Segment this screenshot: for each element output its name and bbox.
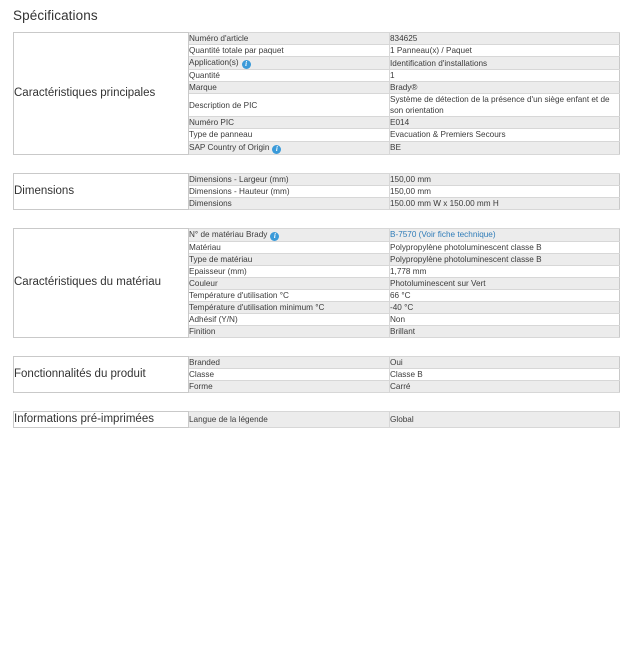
spec-label-text: Marque [189, 83, 217, 93]
spec-value-text: 150,00 mm [390, 186, 431, 196]
spec-label-text: Quantité [189, 71, 220, 81]
table-row [14, 33, 620, 45]
spec-label-cell [189, 277, 390, 289]
spec-value-cell [390, 228, 620, 241]
spec-label-cell [189, 241, 390, 253]
spec-label-cell [189, 70, 390, 82]
spec-value-cell [390, 129, 620, 141]
spec-label-text: Classe [189, 370, 215, 380]
spec-label-text: Couleur [189, 278, 218, 288]
info-icon[interactable]: i [272, 145, 281, 154]
spec-label-cell [189, 253, 390, 265]
spec-value-text: 834625 [390, 34, 418, 43]
spec-label-cell [189, 185, 390, 197]
spec-value-text: Brillant [390, 327, 416, 337]
spec-value-cell [390, 326, 620, 338]
spec-value-cell [390, 289, 620, 301]
page-title: Spécifications [13, 8, 98, 23]
specification-tables [0, 32, 629, 428]
spec-value-text: 1 Panneau(x) / Paquet [390, 46, 472, 56]
spec-label-cell [189, 82, 390, 94]
spec-section-table [13, 228, 620, 339]
spec-value-text: 1 [390, 71, 395, 81]
table-row [14, 412, 620, 428]
spec-label-text: Finition [189, 327, 216, 337]
spec-label-cell [189, 45, 390, 57]
spec-label-cell [189, 197, 390, 209]
spec-label-text: Dimensions [189, 198, 232, 208]
spec-value-cell [390, 357, 620, 369]
spec-value-text: 150.00 mm W x 150.00 mm H [390, 198, 499, 208]
spec-value-text: 1,778 mm [390, 266, 427, 276]
spec-label-cell [189, 33, 390, 45]
spec-label-text: Matériau [189, 242, 221, 252]
spec-label-text: Quantité totale par paquet [189, 46, 284, 56]
spec-value-cell [390, 33, 620, 45]
spec-value-cell [390, 45, 620, 57]
spec-section-table [13, 173, 620, 210]
spec-label-cell [189, 381, 390, 393]
spec-value-text: E014 [390, 118, 410, 128]
spec-value-cell [390, 82, 620, 94]
table-row [14, 228, 620, 241]
spec-value-cell [390, 265, 620, 277]
spec-label-cell [189, 94, 390, 117]
section-group-label: Caractéristiques principales [14, 33, 189, 155]
spec-label-cell [189, 57, 390, 70]
spec-value-cell [390, 185, 620, 197]
spec-label-cell [189, 302, 390, 314]
info-icon[interactable]: i [242, 60, 251, 69]
section-group-label: Caractéristiques du matériau [14, 228, 189, 338]
spec-label-text: Température d'utilisation minimum °C [189, 303, 325, 312]
spec-label-cell [189, 326, 390, 338]
spec-section-table [13, 32, 620, 155]
spec-value-cell [390, 369, 620, 381]
spec-value-cell [390, 70, 620, 82]
spec-label-cell [189, 141, 390, 154]
spec-label-text: Numéro PIC [189, 118, 235, 128]
spec-value-text: Evacuation & Premiers Secours [390, 130, 506, 140]
spec-label-cell [189, 117, 390, 129]
spec-value-text: Polypropylène photoluminescent classe B [390, 242, 542, 252]
spec-label-text: Numéro d'article [189, 34, 249, 43]
spec-value-text: Classe B [390, 370, 423, 380]
spec-label-cell [189, 357, 390, 369]
spec-value-text: 150,00 mm [390, 174, 431, 184]
spec-value-text: Identification d'installations [390, 58, 488, 68]
datasheet-link[interactable]: B-7570 (Voir fiche technique) [390, 230, 496, 240]
spec-value-cell [390, 117, 620, 129]
spec-value-text: Global [390, 415, 414, 425]
spec-label-text: Epaisseur (mm) [189, 266, 247, 276]
spec-label-cell [189, 412, 390, 428]
spec-value-text: Brady® [390, 83, 418, 93]
section-group-label: Fonctionnalités du produit [14, 357, 189, 393]
spec-label-cell [189, 369, 390, 381]
spec-label-text: Dimensions - Hauteur (mm) [189, 186, 290, 196]
spec-value-text: Non [390, 315, 406, 325]
spec-value-text: Polypropylène photoluminescent classe B [390, 254, 542, 264]
spec-section-table [13, 411, 620, 428]
spec-value-cell [390, 57, 620, 70]
section-group-label: Dimensions [14, 173, 189, 209]
spec-value-cell [390, 94, 620, 117]
spec-value-cell [390, 302, 620, 314]
spec-section-table [13, 356, 620, 393]
spec-label-text: Température d'utilisation °C [189, 290, 289, 300]
spec-label-cell [189, 173, 390, 185]
section-group-label: Informations pré-imprimées [14, 412, 189, 428]
spec-label-text: SAP Country of Origin [189, 142, 270, 152]
info-icon[interactable]: i [270, 232, 279, 241]
spec-value-cell [390, 241, 620, 253]
spec-value-cell [390, 412, 620, 428]
spec-label-cell [189, 228, 390, 241]
spec-label-cell [189, 314, 390, 326]
spec-label-text: Type de matériau [189, 254, 253, 264]
spec-value-cell [390, 277, 620, 289]
spec-label-text: Langue de la légende [189, 415, 268, 425]
spec-value-text: BE [390, 142, 401, 152]
spec-value-cell [390, 173, 620, 185]
spec-value-text: -40 °C [390, 303, 414, 312]
spec-value-text: 66 °C [390, 290, 411, 300]
spec-label-text: Branded [189, 358, 220, 368]
spec-label-text: Forme [189, 382, 213, 392]
spec-label-cell [189, 129, 390, 141]
spec-value-text: Oui [390, 358, 403, 368]
spec-label-text: Type de panneau [189, 130, 253, 140]
spec-label-cell [189, 289, 390, 301]
spec-value-text: Photoluminescent sur Vert [390, 278, 486, 288]
spec-label-text: Dimensions - Largeur (mm) [189, 174, 289, 184]
spec-value-cell [390, 141, 620, 154]
table-row [14, 357, 620, 369]
spec-value-text: Système de détection de la présence d'un siège enfant et de son orientation [390, 95, 610, 116]
spec-label-text: Adhésif (Y/N) [189, 315, 238, 325]
spec-label-text: Description de PIC [189, 100, 258, 110]
spec-value-cell [390, 314, 620, 326]
spec-value-text: Carré [390, 382, 411, 392]
table-row [14, 173, 620, 185]
spec-label-text: Application(s) [189, 58, 239, 68]
spec-value-cell [390, 381, 620, 393]
spec-label-cell [189, 265, 390, 277]
spec-value-cell [390, 253, 620, 265]
spec-value-cell [390, 197, 620, 209]
spec-label-text: N° de matériau Brady [189, 229, 268, 239]
